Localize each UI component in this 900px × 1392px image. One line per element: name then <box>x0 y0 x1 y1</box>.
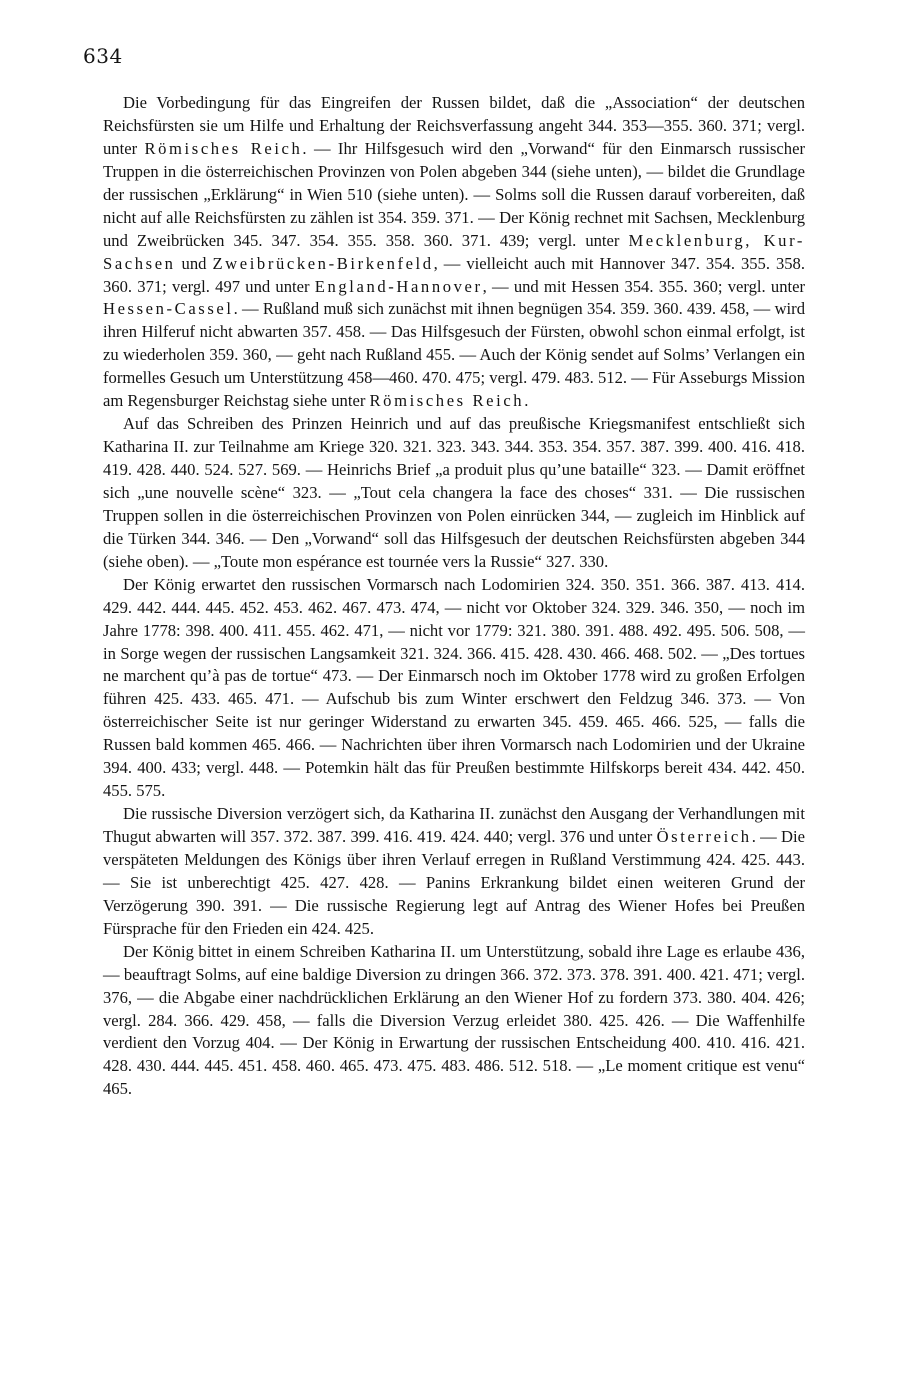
spaced-term: Österreich <box>656 827 752 846</box>
text-body <box>103 92 805 1101</box>
text-run: Die Vorbedingung für das Eingreifen der Russen bildet, daß die „Association“ der deutschen Reichsfürsten sie um Hilfe und Erhaltung der Reichsverfassung angeht 344. 353—355. 360. 371; vergl. unter <box>103 93 805 158</box>
spaced-term: Römisches Reich <box>144 138 303 158</box>
spaced-term: Hessen-Cassel <box>103 299 234 319</box>
text-run: Der König erwartet den russischen Vormarsch nach Lodomirien 324. 350. 351. 366. 387. 413. 414. 429. 442. 444. 445. 452. 453. 462. 467. 473. 474, — nicht vor Oktober 324. 329. 346. 350, — noch im Jahre 1778: 398. 400. 411. 455. 462. 471, — nicht vor 1779: 321. 380. 391. 488. 492. 495. 506. 508, — in Sorge wegen der russischen Langsamkeit 321. 324. 366. 415. 428. 430. 466. 468. 502. — „Des tortues ne marchent qu’à pas de tortue“ 473. — Der Einmarsch noch im Oktober 1778 wird zu großen Erfolgen führen 425. 433. 465. 471. — Aufschub bis zum Winter erschwert den Feldzug 346. 373. — Von österreichischer Seite ist nur geringer Widerstand zu erwarten 345. 459. 465. 466. 525, — falls die Russen bald kommen 465. 466. — Nachrichten über ihren Vormarsch nach Lodomirien und der Ukraine 394. 400. 433; vergl. 448. — Potemkin hält das für Preußen bestimmte Hilfskorps bereit 434. 442. 450. 455. 575. <box>103 574 805 801</box>
text-run: . — Rußland muß sich zunächst mit ihnen begnügen 354. 359. 360. 439. 458, — wird ihren Hilferuf nicht abwarten 357. 458. — Das Hilfsgesuch der Fürsten, obwohl schon einmal erfolgt, ist zu wiederholen 359. 360, — geht nach Rußland 455. — Auch der König sendet auf Solms’ Verlangen ein formelles Gesuch um Unterstützung 458—460. 470. 475; vergl. 479. 483. 512. — Für Asseburgs Mission am Regensburger Reichstag siehe unter <box>103 299 805 411</box>
paragraph-3 <box>103 574 805 803</box>
spaced-term: England-Hannover <box>314 276 483 296</box>
text-run: , — und mit Hessen 354. 355. 360; vergl. unter <box>482 276 805 296</box>
text-run: . — Die verspäteten Meldungen des Königs über ihren Verlauf erregen in Rußland Verstimmung 424. 425. 443. — Sie ist unberechtigt 425. 427. 428. — Panins Erkrankung bildet einen weiteren Grund der Verzögerung 390. 391. — Die russische Regierung legt auf Antrag des Wiener Hofes bei Preußen Fürsprache für den Frieden ein 424. 425. <box>103 827 805 938</box>
text-run: . <box>524 391 529 411</box>
spaced-term: Zweibrücken-Birkenfeld <box>212 253 434 273</box>
paragraph-2 <box>103 413 805 574</box>
paragraph-1 <box>103 92 805 413</box>
spaced-term: Römisches Reich <box>369 391 525 411</box>
text-run: Die russische Diversion verzögert sich, da Katharina II. zunächst den Ausgang der Verhandlungen mit Thugut abwarten will 357. 372. 387. 399. 416. 419. 424. 440; vergl. 376 und unter <box>103 804 805 846</box>
text-run: , — vielleicht auch mit Hannover 347. 354. 355. 358. 360. 371; vergl. 497 und unter <box>103 253 806 296</box>
paragraph-5 <box>103 941 805 1102</box>
paragraph-4 <box>103 803 805 941</box>
text-run: und <box>175 253 213 273</box>
text-run: Auf das Schreiben des Prinzen Heinrich und auf das preußische Kriegsmanifest entschließt sich Katharina II. zur Teilnahme am Kriege 320. 321. 323. 343. 344. 353. 354. 357. 387. 399. 400. 416. 418. 419. 428. 440. 524. 527. 569. — Heinrichs Brief „a produit plus qu’une bataille“ 323. — Damit eröffnet sich „une nouvelle scène“ 323. — „Tout cela changera la face des choses“ 331. — Die russischen Truppen sollen in die österreichischen Provinzen von Polen einrücken 344, — zugleich im Hinblick auf die Türken 344. 346. — Den „Vorwand“ soll das Hilfsgesuch der deutschen Reichsfürsten abgeben 344 (siehe oben). — „Toute mon espérance est tournée vers la Russie“ 327. 330. <box>103 414 805 571</box>
page-number: 634 <box>83 44 123 68</box>
text-run: . — Ihr Hilfsgesuch wird den „Vorwand“ für den Einmarsch russischer Truppen in die österreichischen Provinzen von Polen abgeben 344 (siehe unten), — bildet die Grundlage der russischen „Erklärung“ in Wien 510 (siehe unten). — Solms soll die Russen darauf vorbereiten, daß nicht auf alle Reichsfürsten zu zählen ist 354. 359. 371. — Der König rechnet mit Sachsen, Mecklenburg und Zweibrücken 345. 347. 354. 355. 358. 360. 371. 439; vergl. unter <box>103 138 805 250</box>
spaced-term: Mecklenburg, Kur-Sachsen <box>103 230 805 273</box>
text-run: Der König bittet in einem Schreiben Katharina II. um Unterstützung, sobald ihre Lage es erlaube 436, — beauftragt Solms, auf eine baldige Diversion zu dringen 366. 372. 373. 378. 391. 400. 421. 471; vergl. 376, — die Abgabe einer nachdrücklichen Erklärung an den Wiener Hof zu fordern 373. 380. 404. 426; vergl. 284. 366. 429. 458, — falls die Diversion Verzug erleidet 380. 425. 426. — Die Waffenhilfe verdient den Vorzug 404. — Der König in Erwartung der russischen Entscheidung 400. 410. 416. 421. 428. 430. 444. 445. 451. 458. 460. 465. 473. 475. 483. 486. 512. 518. — „Le moment critique est venu“ 465. <box>103 941 805 1099</box>
